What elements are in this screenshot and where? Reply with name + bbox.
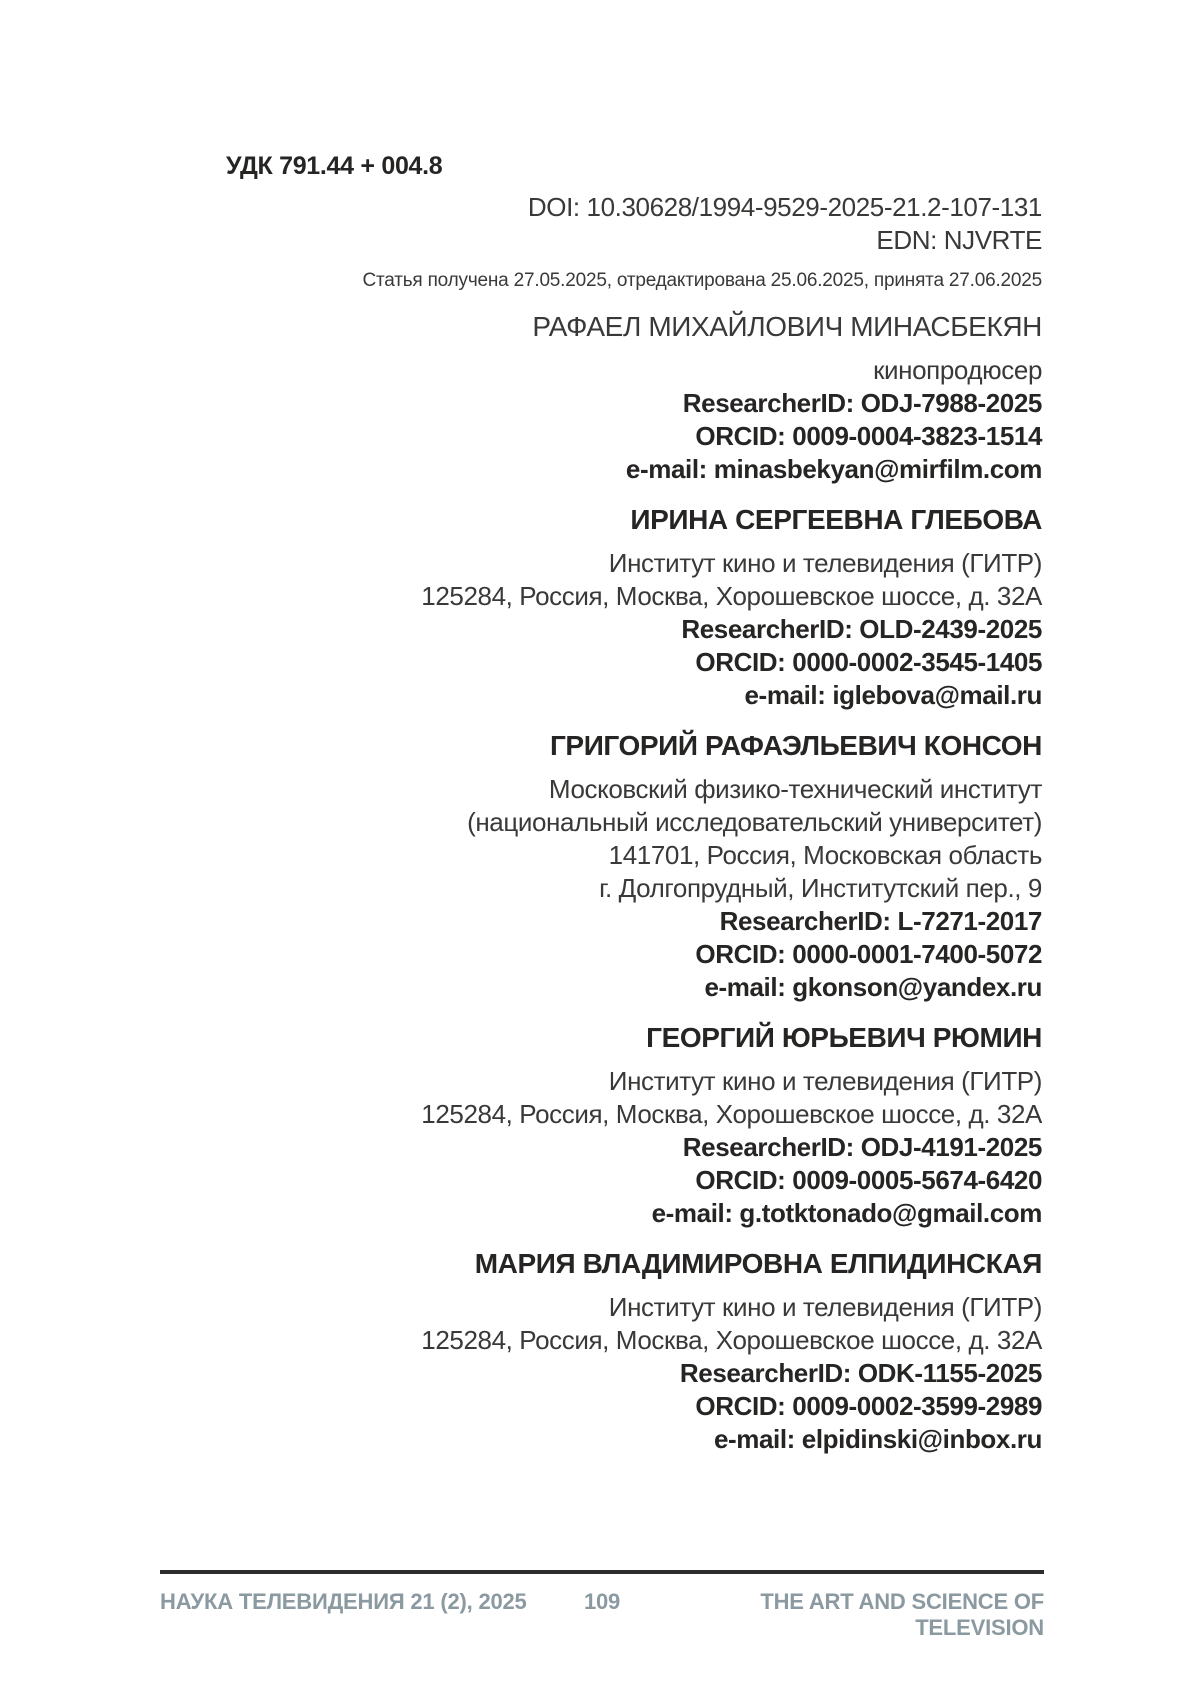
author-orcid: ORCID: 0000-0002-3545-1405 xyxy=(695,647,1042,677)
edn: EDN: NJVRTE xyxy=(876,225,1042,255)
author-affiliation-line: 125284, Россия, Москва, Хорошевское шоссе, д. 32А xyxy=(421,581,1042,611)
author-affiliation-line: 125284, Россия, Москва, Хорошевское шоссе, д. 32А xyxy=(421,1099,1042,1129)
author-block xyxy=(162,729,1042,1004)
author-affiliation-line: Московский физико-технический институт xyxy=(548,774,1042,804)
author-block xyxy=(162,1021,1042,1230)
author-name: МАРИЯ ВЛАДИМИРОВНА ЕЛПИДИНСКАЯ xyxy=(474,1248,1042,1279)
author-name: ИРИНА СЕРГЕЕВНА ГЛЕБОВА xyxy=(630,504,1042,535)
author-block xyxy=(162,1247,1042,1456)
author-email: e-mail: minasbekyan@mirfilm.com xyxy=(625,454,1042,484)
author-affiliation-line: Институт кино и телевидения (ГИТР) xyxy=(608,1292,1042,1322)
author-researcher-id: ResearcherID: OLD-2439-2025 xyxy=(681,614,1042,644)
author-orcid: ORCID: 0000-0001-7400-5072 xyxy=(695,939,1042,969)
author-affiliation-line: Институт кино и телевидения (ГИТР) xyxy=(608,1066,1042,1096)
article-dates: Статья получена 27.05.2025, отредактирована 25.06.2025, принята 27.06.2025 xyxy=(362,270,1042,291)
author-affiliation-line: 141701, Россия, Московская область xyxy=(608,840,1042,870)
author-block xyxy=(162,310,1042,486)
author-affiliation-line: г. Долгопрудный, Институтский пер., 9 xyxy=(599,873,1042,903)
author-name: ГЕОРГИЙ ЮРЬЕВИЧ РЮМИН xyxy=(646,1022,1042,1053)
author-name: РАФАЕЛ МИХАЙЛОВИЧ МИНАСБЕКЯН xyxy=(532,311,1042,342)
journal-title-ru: НАУКА ТЕЛЕВИДЕНИЯ 21 (2), 2025 xyxy=(160,1589,527,1614)
author-orcid: ORCID: 0009-0002-3599-2989 xyxy=(695,1391,1042,1421)
page-number: 109 xyxy=(583,1589,621,1614)
author-email: e-mail: iglebova@mail.ru xyxy=(744,680,1042,710)
author-name: ГРИГОРИЙ РАФАЭЛЬЕВИЧ КОНСОН xyxy=(549,730,1042,761)
author-affiliation-line: кинопродюсер xyxy=(873,355,1042,385)
author-affiliation-line: Институт кино и телевидения (ГИТР) xyxy=(608,548,1042,578)
author-orcid: ORCID: 0009-0005-5674-6420 xyxy=(695,1165,1042,1195)
author-email: e-mail: gkonson@yandex.ru xyxy=(704,972,1042,1002)
author-orcid: ORCID: 0009-0004-3823-1514 xyxy=(695,421,1042,451)
author-block xyxy=(162,503,1042,712)
authors-list xyxy=(162,310,1042,1456)
author-affiliation-line: (национальный исследовательский университет) xyxy=(467,807,1042,837)
author-researcher-id: ResearcherID: ODJ-7988-2025 xyxy=(682,388,1042,418)
author-email: e-mail: g.totktonado@gmail.com xyxy=(651,1198,1042,1228)
front-matter xyxy=(162,152,1042,1456)
author-researcher-id: ResearcherID: ODJ-4191-2025 xyxy=(682,1132,1042,1162)
page-footer xyxy=(160,1570,1044,1641)
footer-divider xyxy=(160,1570,1044,1574)
author-affiliation-line: 125284, Россия, Москва, Хорошевское шоссе, д. 32А xyxy=(421,1325,1042,1355)
author-researcher-id: ResearcherID: ODK-1155-2025 xyxy=(679,1358,1042,1388)
doi: DOI: 10.30628/1994-9529-2025-21.2-107-131 xyxy=(527,192,1042,222)
author-researcher-id: ResearcherID: L-7271-2017 xyxy=(719,906,1042,936)
udk-code: УДК 791.44 + 004.8 xyxy=(226,152,443,180)
author-email: e-mail: elpidinski@inbox.ru xyxy=(713,1424,1042,1454)
journal-title-en: THE ART AND SCIENCE OF TELEVISION xyxy=(760,1589,1044,1640)
